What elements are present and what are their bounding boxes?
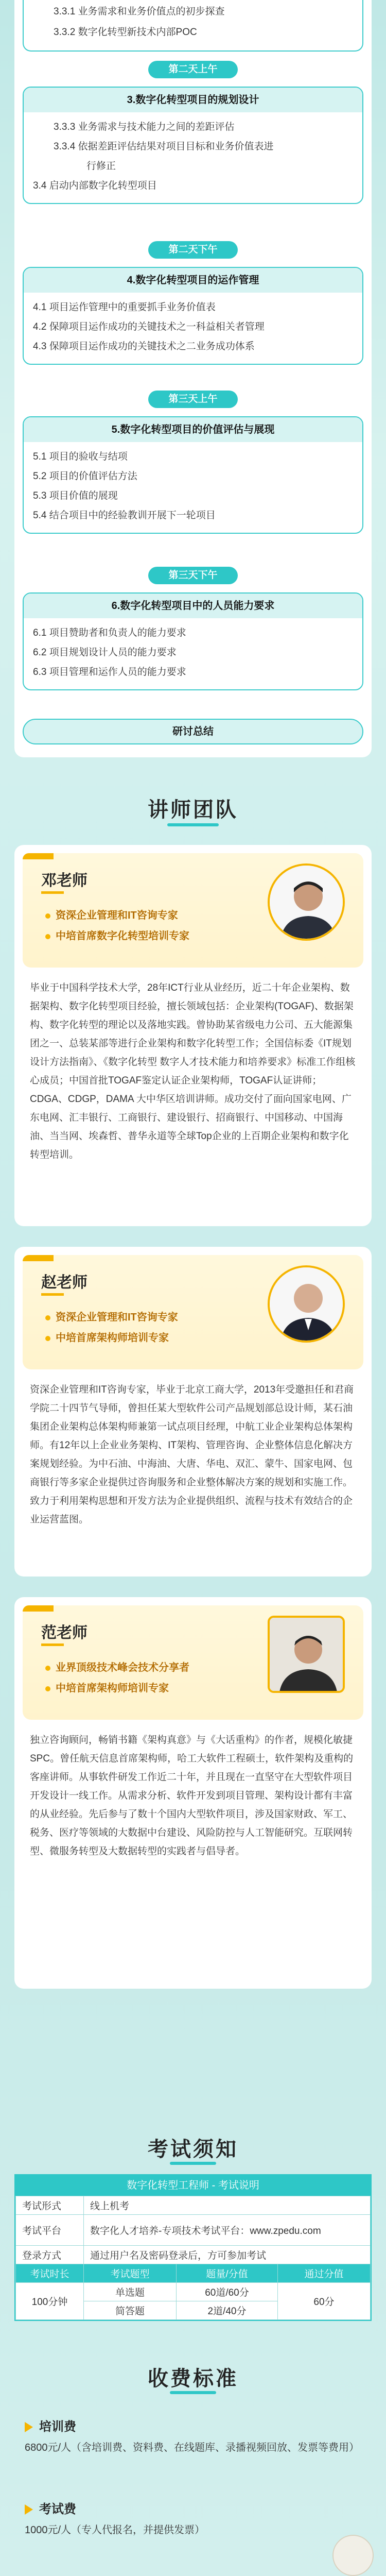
bullet-dot-icon <box>45 1315 50 1320</box>
table-cell-label: 考试平台 <box>16 2215 84 2246</box>
section-heading-fees: 收费标准 <box>148 2367 238 2390</box>
teacher-description: 资深企业管理和IT咨询专家，毕业于北京工商大学，2013年受邀担任和君商学院二十四节气导师，曾担任某大型软件公司产品规划部总设计师，某石油集团企业架构总体架构师兼第一试点项目经理，中航工业企业架构总体架构师。有12年以上企业业务架构、IT架构、管理咨询、企业整体信息化解决方案规划经验。为中石油、中海油、大唐、华电、双汇、蒙牛、国家电网、包商银行等多家企业提供过咨询服务和企业整体解决方案的规划和实施工作。致力于利用架构思想和开发方法为企业提供组织、流程与技术有效结合的企业运营蓝图。 <box>30 1384 354 1525</box>
schedule-item: 行修正 <box>86 161 116 172</box>
arrow-right-icon <box>25 2422 33 2432</box>
module-card-4 <box>23 267 363 365</box>
exam-table <box>14 2174 372 2321</box>
day-pill: 第二天下午 <box>148 241 238 259</box>
module-card-5 <box>23 416 363 534</box>
teacher-role: 业界顶级技术峰会技术分享者 <box>45 1659 189 1674</box>
teacher-role: 资深企业管理和IT咨询专家 <box>45 1309 178 1324</box>
schedule-item: 3.4 启动内部数字化转型项目 <box>33 180 157 191</box>
table-cell: 60分 <box>277 2283 370 2320</box>
schedule-item: 3.3.3 业务需求与技术能力之间的差距评估 <box>54 122 235 132</box>
teacher-photo <box>268 1265 345 1343</box>
teacher-photo <box>268 1616 345 1693</box>
table-header: 考试时长 <box>16 2264 84 2283</box>
name-underline <box>41 1643 64 1646</box>
table-cell-label: 考试形式 <box>16 2196 84 2215</box>
decor-corner <box>23 1605 54 1612</box>
table-cell: 通过用户名及密码登录后，方可参加考试 <box>84 2246 371 2264</box>
heading-underline <box>170 2162 216 2165</box>
schedule-item: 4.2 保障项目运作成功的关键技术之一科益相关者管理 <box>33 321 265 332</box>
table-cell: 单选题 <box>84 2283 177 2301</box>
teacher-card-zhao <box>14 1247 372 1577</box>
teacher-card-deng <box>14 845 372 1226</box>
schedule-item: 5.3 项目价值的展现 <box>33 490 118 501</box>
teacher-name: 赵老师 <box>41 1274 87 1291</box>
bullet-dot-icon <box>45 1686 50 1691</box>
fee-item: 培训费 6800元/人（含培训费、资料费、在线题库、录播视频回放、发票等费用） <box>25 2416 364 2457</box>
day-pill: 第三天上午 <box>148 391 238 408</box>
teacher-role: 资深企业管理和IT咨询专家 <box>45 907 178 922</box>
module-card-continued <box>23 0 363 52</box>
teacher-role: 中培首席架构师培训专家 <box>45 1680 169 1694</box>
arrow-right-icon <box>25 2504 33 2515</box>
fee-description: 6800元/人（含培训费、资料费、在线题库、录播视频回放、发票等费用） <box>25 2442 360 2453</box>
module-title: 5.数字化转型项目的价值评估与展现 <box>24 417 362 442</box>
bullet-dot-icon <box>45 934 50 939</box>
section-heading-teachers: 讲师团队 <box>148 799 238 821</box>
table-cell: 线上机考 <box>84 2196 371 2215</box>
bullet-dot-icon <box>45 913 50 919</box>
schedule-item: 6.3 项目管理和运作人员的能力要求 <box>33 667 186 677</box>
schedule-item: 3.3.4 依据差距评估结果对项目目标和业务价值表进 <box>54 141 274 152</box>
name-underline <box>41 891 64 894</box>
heading-underline <box>167 823 219 826</box>
teacher-role: 中培首席数字化转型培训专家 <box>45 927 189 942</box>
module-card-6 <box>23 592 363 690</box>
summary-bar: 研讨总结 <box>23 719 363 744</box>
exam-info-table <box>15 2196 371 2320</box>
schedule-item: 4.1 项目运作管理中的重要抓手业务价值表 <box>33 302 216 313</box>
schedule-item: 3.3.2 数字化转型新技术内部POC <box>54 27 197 38</box>
fee-item: 考试费 1000元/人（专人代报名，并提供发票） <box>25 2499 364 2539</box>
exam-table-title: 数字化转型工程师 - 考试说明 <box>15 2175 371 2196</box>
section-heading-exam: 考试须知 <box>148 2138 238 2161</box>
name-underline <box>41 1293 64 1296</box>
person-avatar-icon <box>270 1267 345 1343</box>
module-card-3 <box>23 87 363 204</box>
schedule-item: 4.3 保障项目运作成功的关键技术之二业务成功体系 <box>33 341 255 352</box>
teacher-name: 范老师 <box>41 1624 87 1641</box>
teacher-header <box>23 1255 363 1369</box>
bullet-dot-icon <box>45 1666 50 1671</box>
mascot-illustration-icon <box>332 2535 374 2576</box>
decor-corner <box>23 853 54 859</box>
teacher-photo <box>268 863 345 941</box>
teacher-header <box>23 1605 363 1720</box>
table-cell: 数字化人才培养-专项技术考试平台：www.zpedu.com <box>84 2215 371 2246</box>
schedule-card <box>14 0 372 757</box>
schedule-item: 3.3.1 业务需求和业务价值点的初步探查 <box>54 6 225 17</box>
table-cell: 60道/60分 <box>176 2283 277 2301</box>
person-avatar-icon <box>270 866 345 941</box>
day-pill: 第二天上午 <box>148 61 238 78</box>
table-cell: 2道/40分 <box>176 2301 277 2320</box>
bullet-dot-icon <box>45 1336 50 1341</box>
teacher-description: 毕业于中国科学技术大学，28年ICT行业从业经历，近二十年企业架构、数据架构、数字化转型项目经验，擅长领域包括：企业架构(TOGAF)、数据架构、数字化转型的理论以及落地实践。曾协助某省级电力公司、五大能源集团之一、总装某部等进行企业架构和数字化转型工作；全国信标委《IT规划设计方法指南》、《数字化转型 数字人才技术能力和培养要求》标准工作组核心成员；中国首批TOGAF鉴定认证企业架构师，TOGAF认证讲师；CDGA、CDGP，DAMA 大中华区培训讲师。成功交付了面向国家电网、广东电网、汇丰银行、工商银行、建设银行、招商银行、中国移动、中国海油、当当网、埃森哲、普华永道等全球Top企业的上百期企业架构和数字化转型培训。 <box>30 982 356 1160</box>
table-header: 题量/分值 <box>176 2264 277 2283</box>
module-title: 3.数字化转型项目的规划设计 <box>24 88 362 112</box>
teacher-description: 独立咨询顾问，畅销书籍《架构真意》与《大话重构》的作者，规模化敏捷SPC。曾任航天信息首席架构师，哈工大软件工程硕士，软件架构及重构的客座讲师。从事软件研发工作近二十年，并且现在一直坚守在大型软件项目开发设计一线工作。从需求分析、软件开发到项目管理、架构设计都有丰富的从业经验。先后参与了数十个国内大型软件项目，涉及国家财政、军工、税务、医疗等领域的大数据中台建设、风险防控与人工智能研究。互联网转型、微服务转型及大数据转型的实践者与倡导者。 <box>30 1735 354 1857</box>
table-header: 通过分值 <box>277 2264 370 2283</box>
heading-underline <box>170 2391 216 2394</box>
fee-description: 1000元/人（专人代报名，并提供发票） <box>25 2524 205 2536</box>
module-title: 4.数字化转型项目的运作管理 <box>24 268 362 293</box>
teacher-header <box>23 853 363 968</box>
table-header: 考试题型 <box>84 2264 177 2283</box>
schedule-item: 5.1 项目的验收与结项 <box>33 451 128 462</box>
person-avatar-icon <box>270 1618 345 1693</box>
teacher-card-fan <box>14 1597 372 1989</box>
table-cell: 100分钟 <box>16 2283 84 2320</box>
schedule-item: 6.1 项目赞助者和负责人的能力要求 <box>33 628 186 638</box>
teacher-role: 中培首席架构师培训专家 <box>45 1329 169 1344</box>
schedule-item: 5.4 结合项目中的经验教训开展下一轮项目 <box>33 510 216 521</box>
schedule-item: 6.2 项目规划设计人员的能力要求 <box>33 647 177 658</box>
schedule-item: 5.2 项目的价值评估方法 <box>33 471 137 482</box>
teacher-name: 邓老师 <box>41 872 87 889</box>
decor-corner <box>23 1255 54 1261</box>
module-title: 6.数字化转型项目中的人员能力要求 <box>24 594 362 618</box>
table-cell-label: 登录方式 <box>16 2246 84 2264</box>
day-pill: 第三天下午 <box>148 567 238 584</box>
table-cell: 简答题 <box>84 2301 177 2320</box>
